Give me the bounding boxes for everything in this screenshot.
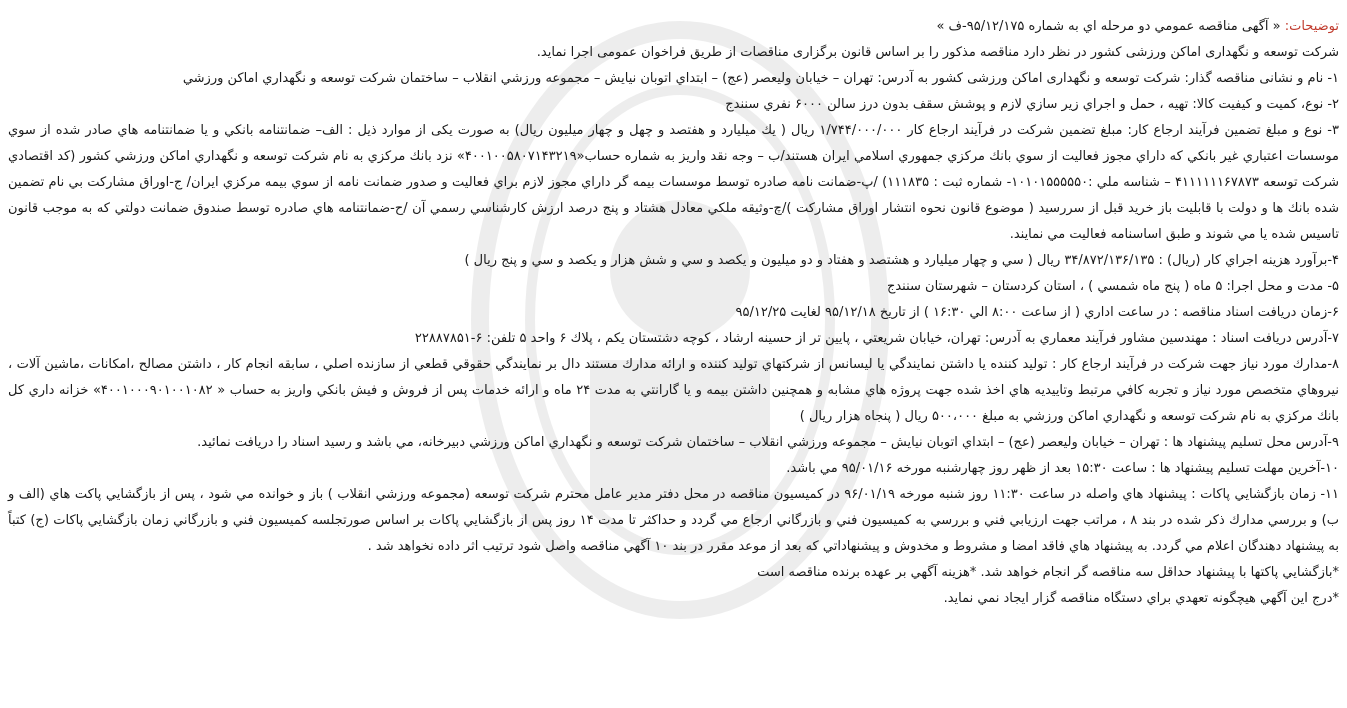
item-3: ۳- نوع و مبلغ تضمين فرآيند ارجاع کار: مبلغ تضمين شرکت در فرآيند ارجاع کار ۱/۷۴۴/۰۰۰/۰۰۰ ريال ( يك ميليارد و هفتصد و چهل و چهار ميليون ريال) به صورت یکی از موارد ذیل : الف– ضمانتنامه بانكي و يا ضمانتنامه هاي صادر شده از سوي موسسات اعتباري غير بانكي که داراي مجوز فعاليت از سوي بانك مرکزي جمهوري اسلامي ايران هستند/ب – وجه نقد واريز به شماره حساب«۴۰۰۱۰۰۵۸۰۷۱۴۳۲۱۹» نزد بانك مرکزي به نام شرکت توسعه و نگهداري اماکن ورزشي کشور (کد اقتصادي شرکت توسعه ۴۱۱۱۱۱۱۶۷۸۷۳ – شناسه ملي :۱۰۱۰۱۵۵۵۵۵۰- شماره ثبت : ۱۱۱۸۳۵) /پ-ضمانت نامه صادره توسط موسسات بيمه گر داراي مجوز لازم براي فعاليت و صدور ضمانت نامه از سوي بيمه مرکزي ايران/ ج-اوراق مشارکت بي نام تضمين شده بانك ها و دولت با قابليت باز خريد قبل از سررسيد ( موضوع قانون نحوه انتشار اوراق مشارکت )/چ-وثيقه ملكي معادل هشتاد و پنج درصد ارزش کارشناسي رسمي آن /ح-ضمانتنامه هاي صادره توسط صندوق ضمانت دولتي که به موجب قانون تاسيس شده يا مي شوند و طبق اساسنامه فعاليت مي نمايند. <box>8 123 1339 242</box>
intro-paragraph: شرکت توسعه و نگهداری اماکن ورزشی کشور در نظر دارد مناقصه مذکور را بر اساس قانون برگزاری مناقصات از طریق فراخوان عمومی اجرا نماید. <box>536 45 1339 60</box>
notice-title <box>8 14 1339 40</box>
item-1: ۱- نام و نشانی مناقصه گذار: شرکت توسعه و نگهداری اماکن ورزشی کشور به آدرس: تهران – خیابان ولیعصر (عج) – ابتداي اتوبان نيايش – مجموعه ورزشي انقلاب – ساختمان شرکت توسعه و نگهداري اماکن ورزشي <box>182 71 1339 86</box>
item-4: ۴-برآورد هزينه اجراي کار (ريال) : ۳۴/۸۷۲/۱۳۶/۱۳۵ ريال ( سي و چهار ميليارد و هشتصد و هفتاد و دو ميليون و يكصد و سي و شش هزار و يكصد و سي و پنج ريال ) <box>464 253 1339 268</box>
item-7: ۷-آدرس دريافت اسناد : مهندسين مشاور فرآيند معماري به آدرس: تهران، خيابان شريعتي ، پايين تر از حسينه ارشاد ، کوچه دشتستان يكم ، پلاك ۶ واحد ۵ تلفن: ۶-۲۲۸۸۷۸۵۱ <box>414 331 1339 346</box>
note-opening: *بازگشايي پاکتها با پيشنهاد حداقل سه مناقصه گر انجام خواهد شد. *هزينه آگهي بر عهده برنده مناقصه است <box>757 565 1339 580</box>
item-8: ۸-مدارك مورد نياز جهت شرکت در فرآيند ارجاع کار : توليد کننده يا داشتن نمايندگي يا ليسانس از شرکتهاي توليد کننده و ارائه مدارك مستند دال بر نمايندگي حقوقي قطعي از سازنده اصلي ، سابقه انجام کار ، داشتن مصالح ،امكانات ،ماشين آلات ، نيروهاي متخصص مورد نياز و تجربه کافي مرتبط وتاييديه هاي اخذ شده جهت پروژه هاي مشابه و همچنين داشتن بيمه و يا گارانتي به مدت ۲۴ ماه و ارائه خدمات پس از فروش و فيش بانكي واريز به حساب « ۴۰۰۱۰۰۰۹۰۱۰۰۱۰۸۲» خزانه داري کل بانك مرکزي به نام شرکت توسعه و نگهداري اماکن ورزشي به مبلغ ۵۰۰،۰۰۰ ريال ( پنجاه هزار ريال ) <box>8 357 1339 424</box>
item-9: ۹-آدرس محل تسليم پيشنهاد ها : تهران – خيابان وليعصر (عج) – ابتداي اتوبان نيايش – مجموعه ورزشي انقلاب – ساختمان شرکت توسعه و نگهداري اماکن ورزشي دبيرخانه، مي باشد و رسيد اسناد را دريافت نمائيد. <box>197 435 1339 450</box>
title-text: « آگهی مناقصه عمومي دو مرحله اي به شماره ۹۵/۱۲/۱۷۵-ف » <box>936 19 1285 34</box>
item-11: ۱۱- زمان بازگشايي پاکات : پيشنهاد هاي واصله در ساعت ۱۱:۳۰ روز شنبه مورخه ۹۶/۰۱/۱۹ در کميسيون مناقصه در محل دفتر مدير عامل محترم شرکت توسعه (مجموعه ورزشي انقلاب ) باز و خوانده مي شود ، پس از بازگشايي پاکت هاي (الف و ب) و بررسي مدارك ذکر شده در بند ۸ ، مراتب جهت ارزيابي فني و بررسي به کميسيون فني و بازرگاني ارجاع مي گردد و حداکثر تا مدت ۱۴ روز پس از بازگشايي پاکات بر اساس صورتجلسه کميسيون فني و بازرگاني زمان بازگشايي پاکات (ج) کتباً به پيشنهاد دهندگان اعلام مي گردد. به پيشنهاد هاي فاقد امضا و مشروط و مخدوش و پيشنهاداتي که بعد از موعد مقرر در بند ۱۰ آگهي مناقصه واصل شود ترتيب اثر داده نخواهد شد . <box>8 487 1340 554</box>
item-2: ۲- نوع، کمیت و کیفیت کالا: تهیه ، حمل و اجراي زیر سازي لازم و پوشش سقف بدون درز سالن ۶۰۰۰ نفري سنندج <box>725 97 1339 112</box>
item-6: ۶-زمان دريافت اسناد مناقصه : در ساعت اداري ( از ساعت ۸:۰۰ الي ۱۶:۳۰ ) از تاريخ ۹۵/۱۲/۱۸ لغايت ۹۵/۱۲/۲۵ <box>735 305 1339 320</box>
item-10: ۱۰-آخرين مهلت تسليم پيشنهاد ها : ساعت ۱۵:۳۰ بعد از ظهر روز چهارشنبه مورخه ۹۵/۰۱/۱۶ مي باشد. <box>786 461 1339 476</box>
note-disclaimer: *درج اين آگهي هيچگونه تعهدي براي دستگاه مناقصه گزار ايجاد نمي نمايد. <box>943 591 1339 606</box>
tender-notice <box>8 14 1339 612</box>
item-5: ۵- مدت و محل اجرا: ۵ ماه ( پنج ماه شمسي ) ، استان کردستان – شهرستان سنندج <box>886 279 1339 294</box>
title-label: توضیحات: <box>1284 19 1339 34</box>
